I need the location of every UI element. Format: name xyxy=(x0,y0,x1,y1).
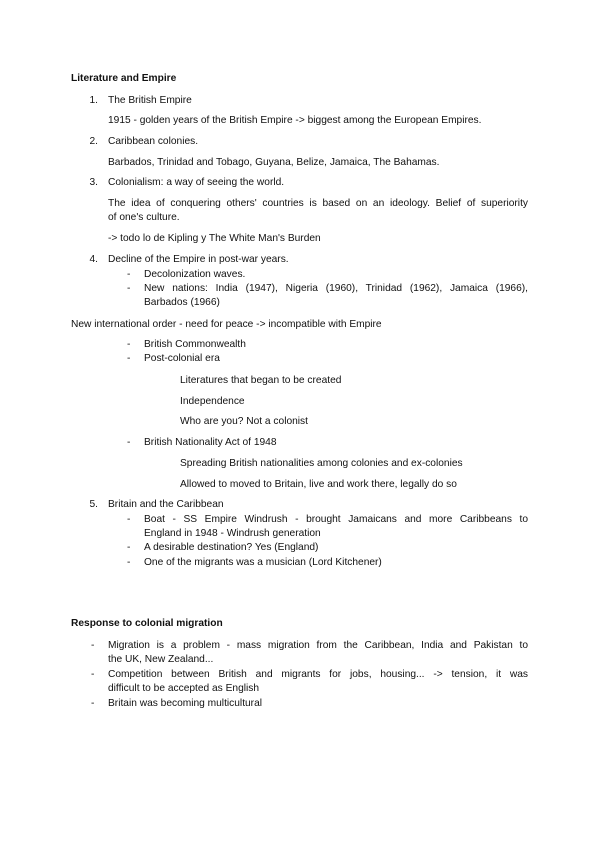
bullet-text: Migration is a problem - mass migration from the Caribbean, India and Pakistan to xyxy=(108,640,528,651)
bullet-text: Post-colonial era xyxy=(144,353,220,364)
heading-response-to-colonial-migration: Response to colonial migration xyxy=(71,618,223,629)
sub-item: Independence xyxy=(180,396,245,407)
bullet-text: Boat - SS Empire Windrush - brought Jamaicans and more Caribbeans to xyxy=(144,514,528,525)
list-item-title: The British Empire xyxy=(108,95,192,106)
paragraph: Barbados, Trinidad and Tobago, Guyana, Belize, Jamaica, The Bahamas. xyxy=(108,157,440,168)
bullet-text: difficult to be accepted as English xyxy=(108,683,260,694)
bullet-dash: - xyxy=(127,542,131,553)
bullet-dash: - xyxy=(127,437,131,448)
list-item-title: Britain and the Caribbean xyxy=(108,499,224,510)
bullet-dash: - xyxy=(127,514,131,525)
list-item-title: Colonialism: a way of seeing the world. xyxy=(108,177,285,188)
list-number: 3. xyxy=(89,177,98,188)
bullet-text: British Nationality Act of 1948 xyxy=(144,437,277,448)
bullet-text: Barbados (1966) xyxy=(144,297,220,308)
list-number: 5. xyxy=(89,499,98,510)
bullet-dash: - xyxy=(127,283,131,294)
bullet-dash: - xyxy=(127,269,131,280)
paragraph: of one's culture. xyxy=(108,212,180,223)
list-item-title: Decline of the Empire in post-war years. xyxy=(108,254,289,265)
bullet-text: One of the migrants was a musician (Lord Kitchener) xyxy=(144,557,382,568)
paragraph: -> todo lo de Kipling y The White Man's Burden xyxy=(108,233,321,244)
heading-literature-and-empire: Literature and Empire xyxy=(71,73,177,84)
bullet-dash: - xyxy=(127,339,131,350)
bullet-text: Competition between British and migrants for jobs, housing... -> tension, it was xyxy=(108,669,528,680)
bullet-dash: - xyxy=(127,353,131,364)
list-number: 2. xyxy=(89,136,98,147)
bullet-text: Decolonization waves. xyxy=(144,269,246,280)
paragraph: 1915 - golden years of the British Empire -> biggest among the European Empires. xyxy=(108,115,482,126)
bullet-dash: - xyxy=(91,669,95,680)
bullet-text: New nations: India (1947), Nigeria (1960), Trinidad (1962), Jamaica (1966), xyxy=(144,283,528,294)
bullet-dash: - xyxy=(91,640,95,651)
bullet-text: England in 1948 - Windrush generation xyxy=(144,528,321,539)
paragraph: The idea of conquering others' countries is based on an ideology. Belief of superiority xyxy=(108,198,528,209)
paragraph: New international order - need for peace -> incompatible with Empire xyxy=(71,319,382,330)
list-item-title: Caribbean colonies. xyxy=(108,136,199,147)
sub-item: Allowed to moved to Britain, live and work there, legally do so xyxy=(180,479,457,490)
bullet-dash: - xyxy=(91,698,95,709)
bullet-text: British Commonwealth xyxy=(144,339,246,350)
sub-item: Spreading British nationalities among colonies and ex-colonies xyxy=(180,458,463,469)
sub-item: Who are you? Not a colonist xyxy=(180,416,308,427)
bullet-text: A desirable destination? Yes (England) xyxy=(144,542,319,553)
sub-item: Literatures that began to be created xyxy=(180,375,342,386)
bullet-text: Britain was becoming multicultural xyxy=(108,698,263,709)
list-number: 4. xyxy=(89,254,98,265)
bullet-dash: - xyxy=(127,557,131,568)
list-number: 1. xyxy=(89,95,98,106)
bullet-text: the UK, New Zealand... xyxy=(108,654,214,665)
